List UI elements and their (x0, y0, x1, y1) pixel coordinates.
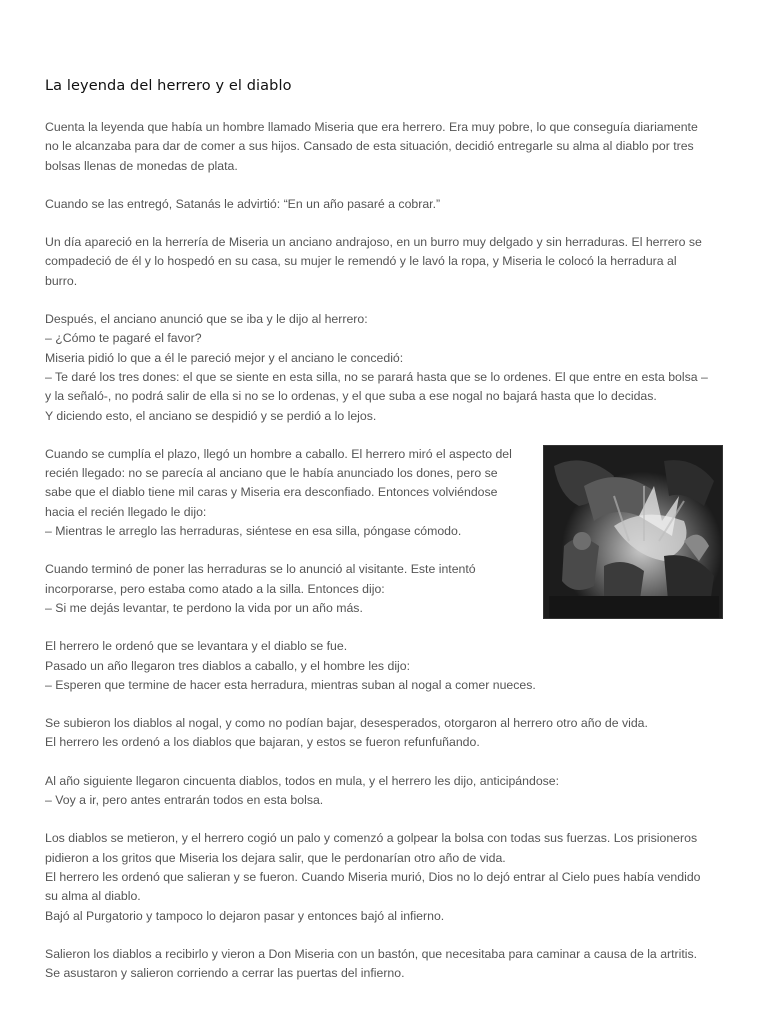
paragraph-6 (45, 560, 523, 618)
devil-illustration-art (544, 446, 722, 618)
text-line: compadeció de él y lo hospedó en su casa, su mujer le remendó y le lavó la ropa, y Miseria le colocó la herradura al (45, 254, 677, 269)
text-line: no le alcanzaba para dar de comer a sus hijos. Cansado de esta situación, decidió entregarle su alma al diablo por tres (45, 139, 694, 154)
text-line: Miseria pidió lo que a él le pareció mejor y el anciano le concedió: (45, 350, 404, 365)
text-line: El herrero les ordenó a los diablos que bajaran, y estos se fueron refunfuñando. (45, 735, 480, 750)
text-line: pidieron a los gritos que Miseria los dejara salir, que le perdonarían otro año de vida. (45, 850, 506, 865)
text-line: Al año siguiente llegaron cincuenta diablos, todos en mula, y el herrero les dijo, anticipándose: (45, 773, 560, 788)
text-line: incorporarse, pero estaba como atado a la silla. Entonces dijo: (45, 581, 385, 596)
text-line: Un día apareció en la herrería de Miseria un anciano andrajoso, en un burro muy delgado y sin herraduras. El herrero se (45, 235, 702, 250)
paragraph-3 (45, 233, 723, 291)
paragraph-10 (45, 829, 723, 925)
text-line: – Te daré los tres dones: el que se siente en esta silla, no se parará hasta que se lo ordenes. El que entre en esta bolsa – (45, 369, 708, 384)
text-line: Pasado un año llegaron tres diablos a caballo, y el hombre les dijo: (45, 658, 411, 673)
paragraph-4 (45, 310, 723, 426)
text-line: recién llegado: no se parecía al anciano que le había anunciado los dones, pero se (45, 466, 498, 481)
text-line: Cuando se las entregó, Satanás le advirtió: “En un año pasaré a cobrar.” (45, 196, 441, 211)
article (45, 74, 723, 1002)
text-line: Después, el anciano anunció que se iba y le dijo al herrero: (45, 312, 368, 327)
paragraph-2 (45, 195, 723, 214)
text-line: Cuenta la leyenda que había un hombre llamado Miseria que era herrero. Era muy pobre, lo que conseguía diariamente (45, 120, 698, 134)
text-line: y la señaló-, no podrá salir de ella si no se lo ordenas, y el que suba a ese nogal no bajará hasta que lo decidas. (45, 389, 657, 404)
text-line: burro. (45, 273, 78, 288)
text-line: su alma al diablo. (45, 889, 141, 904)
text-line: Se asustaron y salieron corriendo a cerrar las puertas del infierno. (45, 966, 405, 981)
text-line: Se subieron los diablos al nogal, y como no podían bajar, desesperados, otorgaron al herrero otro año de vida. (45, 716, 648, 731)
paragraph-7 (45, 637, 723, 695)
text-line: – Esperen que termine de hacer esta herradura, mientras suban al nogal a comer nueces. (45, 677, 536, 692)
text-line: – Mientras le arreglo las herraduras, siéntese en esa silla, póngase cómodo. (45, 524, 462, 539)
text-line: – ¿Cómo te pagaré el favor? (45, 331, 202, 346)
article-title: La leyenda del herrero y el diablo (45, 78, 292, 94)
text-line: Salieron los diablos a recibirlo y vieron a Don Miseria con un bastón, que necesitaba para caminar a causa de la artritis. (45, 946, 698, 961)
text-line: Y diciendo esto, el anciano se despidió y se perdió a lo lejos. (45, 408, 377, 423)
text-line: – Voy a ir, pero antes entrarán todos en esta bolsa. (45, 793, 324, 808)
text-line: Cuando se cumplía el plazo, llegó un hombre a caballo. El herrero miró el aspecto del (45, 446, 512, 461)
text-line: bolsas llenas de monedas de plata. (45, 158, 238, 173)
paragraph-1 (45, 118, 723, 176)
devil-illustration (543, 445, 723, 619)
text-line: – Si me dejás levantar, te perdono la vida por un año más. (45, 600, 363, 615)
paragraph-11 (45, 945, 723, 984)
text-line: El herrero le ordenó que se levantara y el diablo se fue. (45, 639, 348, 654)
text-line: sabe que el diablo tiene mil caras y Miseria era desconfiado. Entonces volviéndose (45, 485, 498, 500)
paragraph-5 (45, 445, 523, 541)
text-line: Cuando terminó de poner las herraduras se lo anunció al visitante. Este intentó (45, 562, 476, 577)
paragraph-8 (45, 714, 723, 753)
text-line: Los diablos se metieron, y el herrero cogió un palo y comenzó a golpear la bolsa con todas sus fuerzas. Los prisioneros (45, 831, 698, 846)
text-line: Bajó al Purgatorio y tampoco lo dejaron pasar y entonces bajó al infierno. (45, 908, 445, 923)
text-line: El herrero les ordenó que salieran y se fueron. Cuando Miseria murió, Dios no lo dejó entrar al Cielo pues había vendido (45, 869, 701, 884)
illustrated-section (45, 445, 723, 618)
text-line: hacia el recién llegado le dijo: (45, 504, 207, 519)
paragraph-9 (45, 772, 723, 811)
